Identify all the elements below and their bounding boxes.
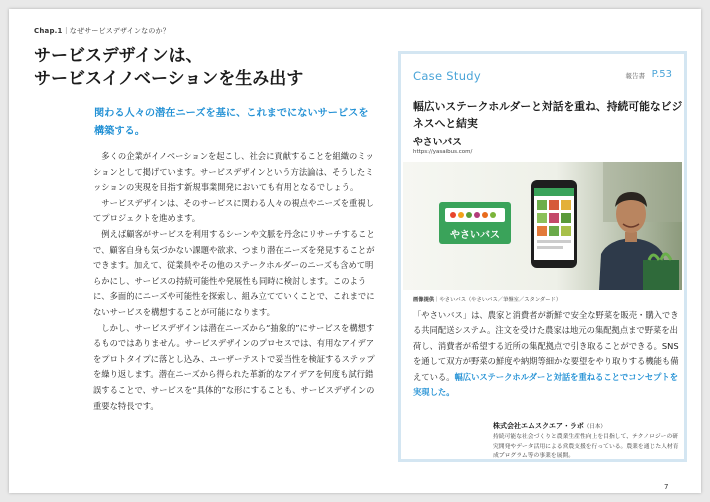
case-body-highlight: 幅広いステークホルダーと対話を重ねることでコンセプトを実現した。 (413, 371, 679, 398)
body-paragraph: 多くの企業がイノベーションを起こし、社会に貢献することを組織のミッションとして掲げています。サービスデザインという方法論は、そうしたミッションの実現を目指す新規事業開発においても有用となるでしょう。 (93, 151, 374, 193)
firm-description: 持続可能な社会づくりと農業生産性向上を目指して、テクノロジーの研究開発やデータ活用による営農支援を行っている。農業を通じた人材育成プログラム等の事業を展開。 (493, 434, 679, 459)
smartphone-illustration (531, 180, 577, 268)
report-label: 報告書 (625, 72, 645, 80)
lead-text: 関わる人々の潜在ニーズを基に、これまでにないサービスを構築する。 (94, 108, 369, 137)
case-study-box (398, 51, 687, 462)
document-page (9, 9, 701, 493)
svg-text:やさいバス: やさいバス (450, 230, 500, 241)
page-number: 7 (664, 483, 669, 491)
page-title-line1: サービスデザインは、 (34, 46, 203, 66)
case-body-text: 「やさいバス」は、農家と消費者が新鮮で安全な野菜を販売・購入できる共同配送システム。注文を受けた農家は地元の集配拠点まで野菜を出荷し、消費者が希望する近所の集配拠点で引き取ることができる。SNSを通して双方が野菜の鮮度や納期等細かな要望をやり取りする機能も備えている。 (413, 310, 679, 382)
chapter-title: ｜なぜサービスデザインなのか？ (62, 27, 170, 35)
photo-caption (413, 295, 683, 303)
case-company-url[interactable]: https://yasaibus.com/ (413, 149, 473, 155)
case-photo (403, 162, 682, 290)
photo-caption-label: 画像提供 (413, 297, 435, 303)
body-paragraph: しかし、サービスデザインは潜在ニーズから“抽象的”にサービスを構想するものではありません。サービスデザインのプロセスでは、有用なアイデアをプロトタイプに落とし込み、ユーザーテストで妥当性を検証するステップを繰り返します。潜在ニーズから得られた革新的なアイデアを何度も試行錯誤することで、サービスを“具体的”な形にすることも、サービスデザインの重要な特長です。 (93, 322, 375, 411)
case-photo-illustration (403, 162, 682, 290)
yasaibus-logo (439, 202, 511, 244)
page-title (34, 45, 364, 91)
chapter-header (34, 26, 170, 36)
body-paragraph: サービスデザインは、そのサービスに関わる人々の視点やニーズを重視してプロジェクトを進めます。 (93, 197, 374, 224)
firm-location: （日本） (583, 424, 606, 430)
body-text (93, 149, 375, 414)
firm-name-text: 株式会社エムスクエア・ラボ (493, 422, 584, 430)
body-paragraph: 例えば顧客がサービスを利用するシーンや文脈を丹念にリサーチすることで、顧客自身も気づかない課題や欲求、つまり潜在ニーズを発見することができます。加えて、従業員やその他のステークホルダーのニーズも含めて明らかにし、サービスの持続可能性や発展性も同時に検討します。このように、多面的にニーズや可能性を探索し、組み立てていくことで、これまでにないサービスを構想することが可能になります。 (93, 228, 375, 317)
case-study-title: 幅広いステークホルダーと対話を重ね、持続可能なビジネスへと結実 (413, 100, 683, 130)
chapter-number: Chap.1 (34, 27, 63, 35)
photo-caption-text: ｜やさいバス（やさいバス／筆盤室／スタンダード） (434, 297, 562, 303)
case-study-heading: Case Study (413, 69, 482, 83)
case-company-name: やさいバス (413, 137, 462, 148)
firm-name (493, 421, 606, 431)
page-title-line2: サービスイノベーションを生み出す (34, 69, 304, 89)
report-page-link[interactable]: P.53 (651, 69, 672, 80)
case-study-body (413, 308, 679, 400)
